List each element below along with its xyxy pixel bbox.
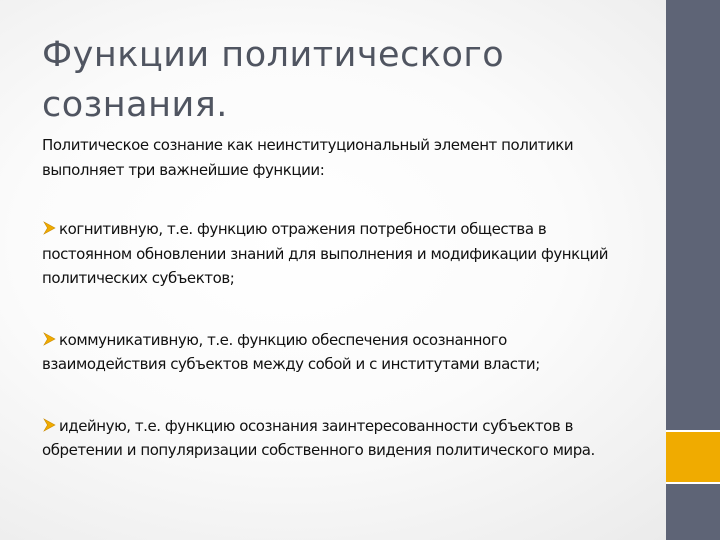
side-divider-bottom — [666, 482, 720, 484]
bullet-text: идейную, т.е. функцию осознания заинтересованности субъектов в обретении и популяризации собственного видения политического мира. — [42, 416, 595, 459]
arrow-bullet-icon — [42, 418, 56, 432]
bullet-text: когнитивную, т.е. функцию отражения потребности общества в постоянном обновлении знаний для выполнения и модификации функций политических субъектов; — [42, 220, 609, 287]
bullet-item-cognitive — [42, 217, 632, 291]
arrow-bullet-icon — [42, 221, 56, 235]
intro-paragraph: Политическое сознание как неинституциональный элемент политики выполняет три важнейшие функции: — [42, 136, 574, 179]
side-accent-block — [666, 432, 720, 482]
slide-body — [42, 133, 632, 463]
arrow-bullet-icon — [42, 332, 56, 346]
bullet-item-ideological — [42, 414, 632, 463]
slide-title: Функции политического сознания. — [42, 35, 505, 125]
bullet-text: коммуникативную, т.е. функцию обеспечения осознанного взаимодействия субъектов между собой и с институтами власти; — [42, 330, 540, 373]
bullet-item-communicative — [42, 328, 632, 377]
